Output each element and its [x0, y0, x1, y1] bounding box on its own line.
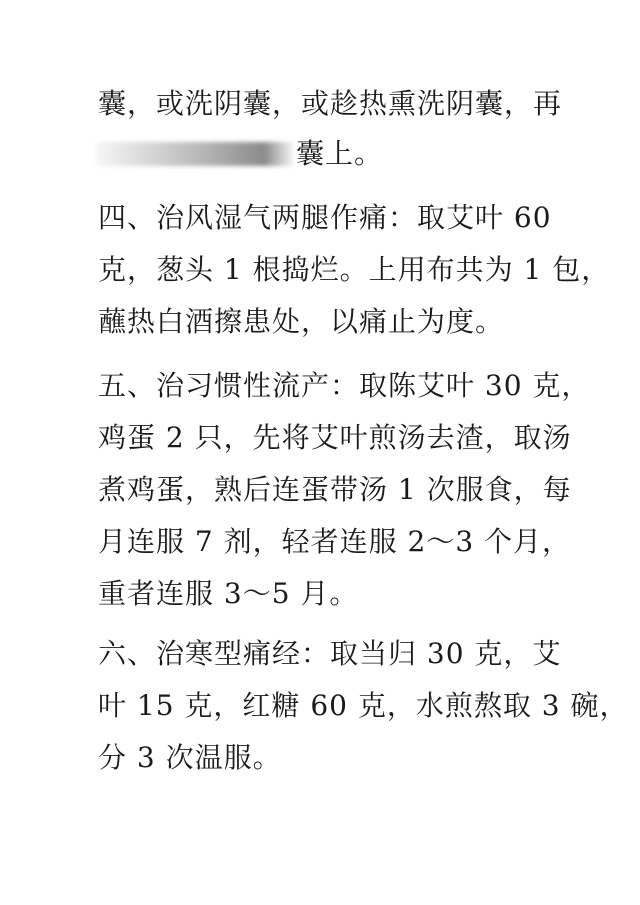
p1-line-1: 囊，或洗阴囊，或趁热熏洗阴囊，再 — [98, 87, 563, 120]
p3-line-1: 五、治习惯性流产：取陈艾叶 30 克， — [98, 369, 591, 402]
p2-line-3: 蘸热白酒擦患处，以痛止为度。 — [98, 305, 505, 338]
p3-line-5: 重者连服 3～5 月。 — [98, 577, 359, 610]
p3-line-4: 月连服 7 剂，轻者连服 2～3 个月， — [98, 525, 572, 558]
p2-line-1: 四、治风湿气两腿作痛：取艾叶 60 — [98, 201, 552, 234]
p2-line-2: 克，葱头 1 根捣烂。上用布共为 1 包， — [98, 253, 611, 286]
p3-line-2: 鸡蛋 2 只，先将艾叶煎汤去渣，取汤 — [98, 421, 572, 454]
p1-line-2: 囊上。 — [296, 137, 384, 170]
p4-line-2: 叶 15 克，红糖 60 克，水煎熬取 3 碗， — [98, 689, 629, 722]
p4-line-1: 六、治寒型痛经：取当归 30 克，艾 — [98, 637, 562, 670]
p4-line-3: 分 3 次温服。 — [98, 741, 282, 774]
p3-line-3: 煮鸡蛋，熟后连蛋带汤 1 次服食，每 — [98, 473, 572, 506]
blurred-text-smudge — [96, 142, 294, 166]
